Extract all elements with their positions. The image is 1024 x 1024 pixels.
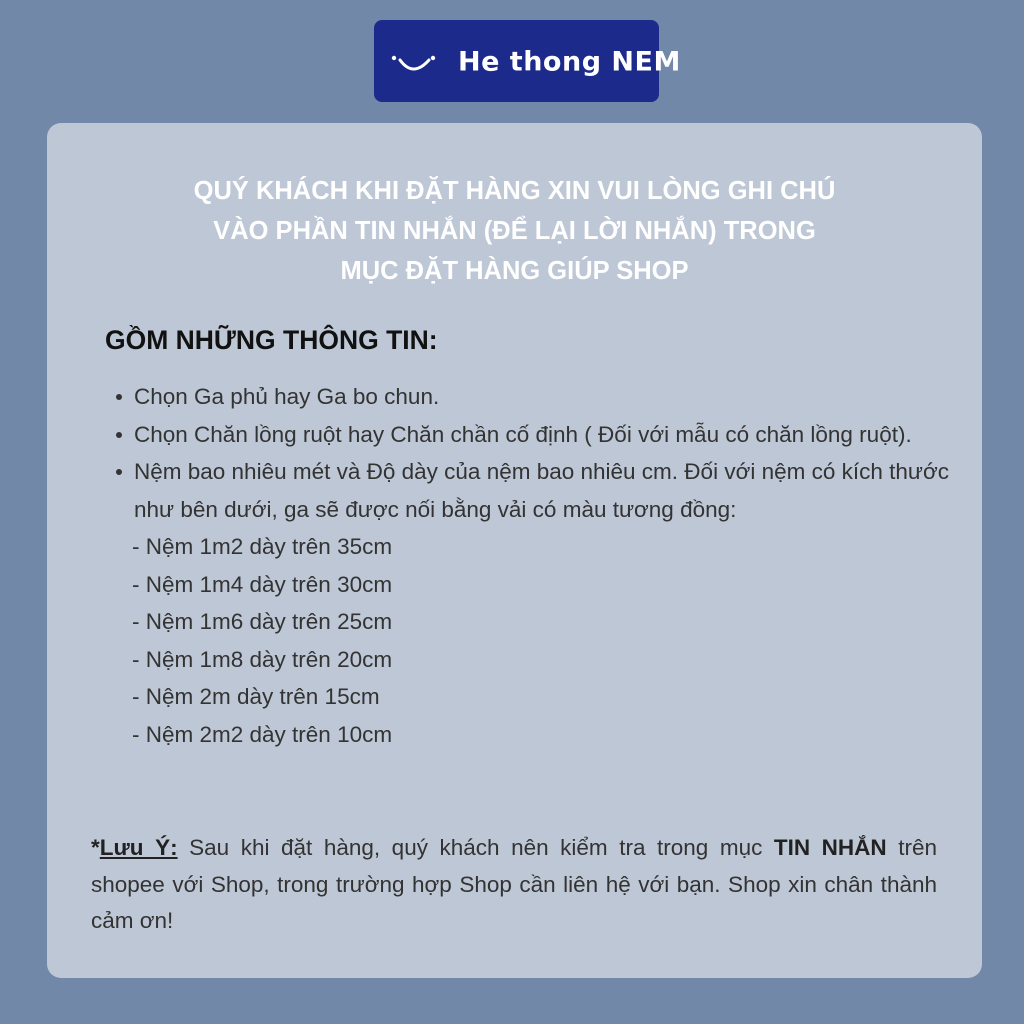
note-text-before: Sau khi đặt hàng, quý khách nên kiểm tra trong mục: [177, 835, 774, 860]
list-item: Chọn Ga phủ hay Ga bo chun.: [113, 378, 953, 416]
size-item: - Nệm 1m6 dày trên 25cm: [132, 609, 393, 634]
list-item: Chọn Chăn lồng ruột hay Chăn chần cố định ( Đối với mẫu có chăn lồng ruột).: [113, 416, 953, 454]
notice-line: MỤC ĐẶT HÀNG GIÚP SHOP: [340, 257, 689, 285]
info-card: [47, 123, 982, 978]
logo-badge: [374, 20, 681, 102]
notice-line: VÀO PHẦN TIN NHẮN (ĐỂ LẠI LỜI NHẮN) TRONG: [213, 217, 816, 245]
size-item: - Nệm 2m dày trên 15cm: [132, 684, 380, 709]
list-item: Nệm bao nhiêu mét và Độ dày của nệm bao nhiêu cm. Đối với nệm có kích thước như bên dưới, ga sẽ được nối bằng vải có màu tương đồng:: [113, 453, 953, 528]
notice-line: QUÝ KHÁCH KHI ĐẶT HÀNG XIN VUI LÒNG GHI CHÚ: [193, 177, 836, 205]
note-highlight: TIN NHẮN: [773, 835, 887, 860]
info-list: [113, 378, 953, 753]
size-item: - Nệm 1m8 dày trên 20cm: [132, 646, 393, 672]
section-title: GỒM NHỮNG THÔNG TIN:: [105, 325, 438, 355]
note-text-after: trên shopee với Shop, trong trường hợp Shop cần liên hệ với bạn. Shop xin chân thành cảm ơn!: [91, 835, 937, 933]
size-item: - Nệm 1m4 dày trên 30cm: [132, 571, 393, 597]
note-label: Lưu Ý:: [99, 835, 178, 860]
notice-heading: [47, 171, 982, 291]
size-item: - Nệm 2m2 dày trên 10cm: [132, 721, 393, 747]
logo-text: He thong NEM: [458, 46, 681, 78]
note-paragraph: [91, 830, 937, 940]
size-item: - Nệm 1m2 dày trên 35cm: [132, 534, 393, 559]
note-star: *: [91, 835, 100, 860]
